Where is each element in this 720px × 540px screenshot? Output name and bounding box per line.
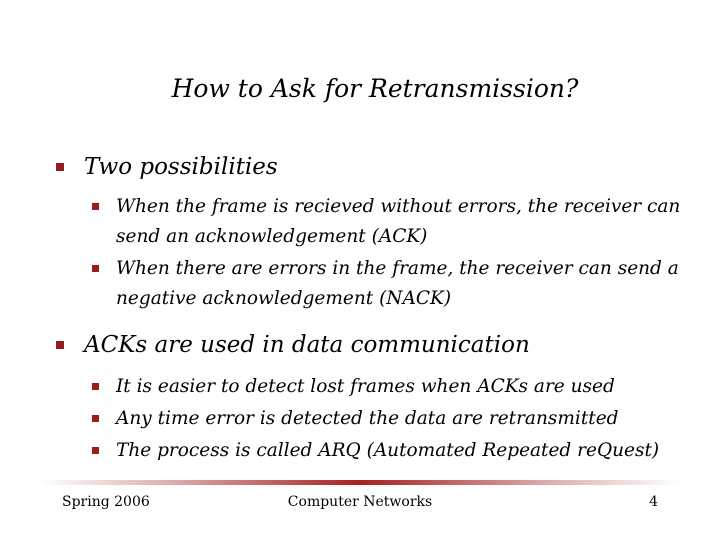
bullet-square-icon	[92, 447, 99, 454]
bullet-level2	[92, 192, 696, 252]
footer-course-title: Computer Networks	[287, 494, 433, 510]
bullet-level1	[56, 330, 696, 360]
footer-date: Spring 2006	[62, 494, 150, 510]
bullet-text: The process is called ARQ (Automated Repeated reQuest)	[116, 440, 660, 461]
bullet-level2	[92, 254, 696, 314]
bullet-level2	[92, 372, 696, 402]
bullet-text: Two possibilities	[84, 154, 278, 180]
bullet-text: It is easier to detect lost frames when ACKs are used	[116, 376, 615, 397]
bullet-text: ACKs are used in data communication	[84, 332, 530, 358]
slide-title: How to Ask for Retransmission?	[171, 74, 579, 103]
bullet-square-icon	[56, 341, 64, 349]
footer-divider	[40, 480, 680, 485]
bullet-square-icon	[56, 163, 64, 171]
bullet-text: Any time error is detected the data are retransmitted	[116, 408, 619, 429]
bullet-level2	[92, 404, 696, 434]
footer-page-number: 4	[649, 494, 658, 510]
bullet-text: When there are errors in the frame, the receiver can send a negative acknowledgement (NACK)	[116, 258, 679, 309]
bullet-list	[56, 152, 696, 466]
bullet-square-icon	[92, 383, 99, 390]
bullet-square-icon	[92, 415, 99, 422]
bullet-level1	[56, 152, 696, 182]
bullet-square-icon	[92, 203, 99, 210]
bullet-square-icon	[92, 265, 99, 272]
bullet-text: When the frame is recieved without errors, the receiver can send an acknowledgement (ACK)	[116, 196, 681, 247]
bullet-level2	[92, 436, 696, 466]
